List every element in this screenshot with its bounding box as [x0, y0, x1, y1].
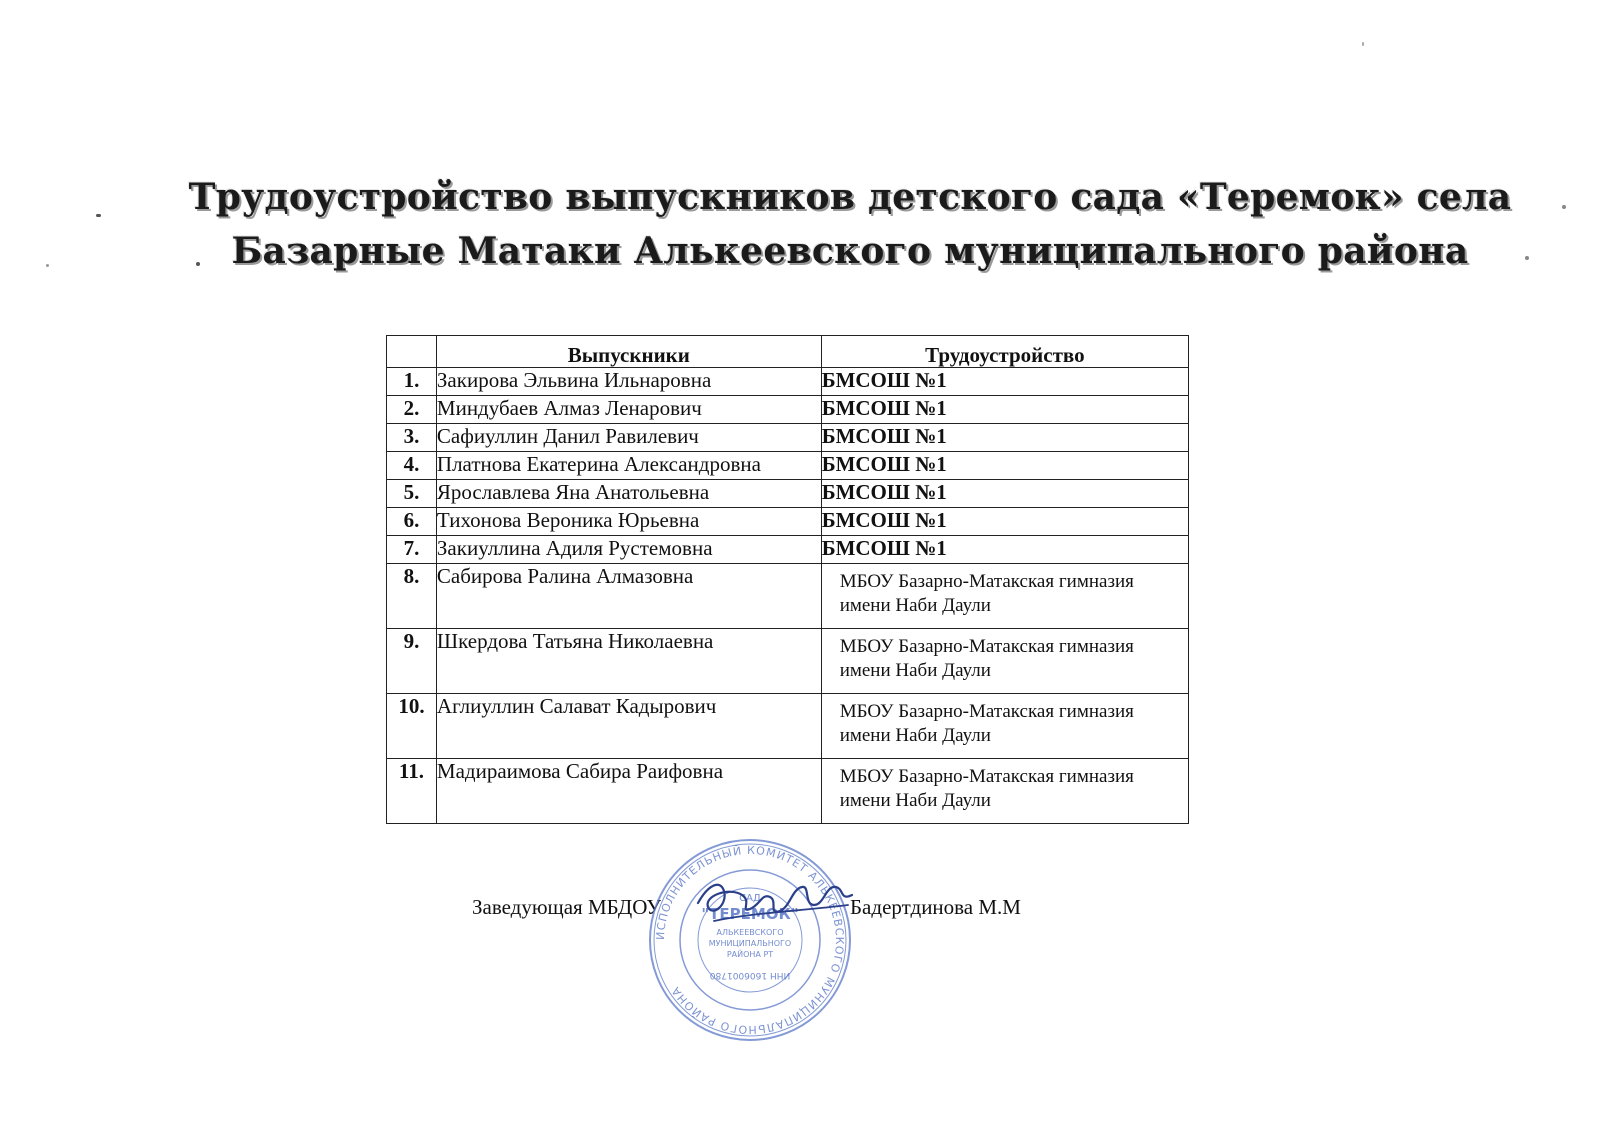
- stamp-center-line-3: АЛЬКЕЕВСКОГО: [716, 928, 784, 937]
- employment-place: БМСОШ №1: [821, 536, 1188, 564]
- graduates-table: [386, 335, 1189, 824]
- graduate-name: Тихонова Вероника Юрьевна: [436, 508, 821, 536]
- signer-position: Заведующая МБДОУ: [472, 895, 662, 919]
- scan-speck: [46, 264, 49, 267]
- graduate-name: Миндубаев Алмаз Ленарович: [436, 396, 821, 424]
- table-header-row: [387, 336, 1189, 368]
- table-row: [387, 452, 1189, 480]
- table-row: [387, 694, 1189, 759]
- header-employment: Трудоустройство: [821, 336, 1188, 368]
- stamp-outer-text-path: ИСПОЛНИТЕЛЬНЫЙ КОМИТЕТ АЛЬКЕЕВСКОГО МУНИЦИПАЛЬНОГО РАЙОНА: [653, 843, 847, 1037]
- employment-place: МБОУ Базарно-Матакская гимназия имени Наби Даули: [821, 629, 1188, 694]
- row-number: 10.: [387, 694, 437, 759]
- graduate-name: Закиуллина Адиля Рустемовна: [436, 536, 821, 564]
- document-title: [170, 170, 1530, 278]
- header-number: [387, 336, 437, 368]
- graduate-name: Сафиуллин Данил Равилевич: [436, 424, 821, 452]
- header-graduates: Выпускники: [436, 336, 821, 368]
- title-line-1: Трудоустройство выпускников детского сада «Теремок» села: [188, 176, 1512, 218]
- table-row: [387, 629, 1189, 694]
- title-line-2: Базарные Матаки Алькеевского муниципального района: [231, 230, 1469, 272]
- graduate-name: Сабирова Ралина Алмазовна: [436, 564, 821, 629]
- row-number: 8.: [387, 564, 437, 629]
- table-row: [387, 759, 1189, 824]
- employment-place: МБОУ Базарно-Матакская гимназия имени Наби Даули: [821, 694, 1188, 759]
- row-number: 3.: [387, 424, 437, 452]
- row-number: 9.: [387, 629, 437, 694]
- table-row: [387, 564, 1189, 629]
- scan-speck: [1562, 205, 1566, 209]
- row-number: 11.: [387, 759, 437, 824]
- stamp-center-line-4: МУНИЦИПАЛЬНОГО: [708, 939, 792, 948]
- employment-place: МБОУ Базарно-Матакская гимназия имени Наби Даули: [821, 759, 1188, 824]
- employment-place: БМСОШ №1: [821, 480, 1188, 508]
- employment-place: БМСОШ №1: [821, 368, 1188, 396]
- table-row: [387, 396, 1189, 424]
- row-number: 4.: [387, 452, 437, 480]
- table-row: [387, 536, 1189, 564]
- signer-name: Бадертдинова М.М: [850, 895, 1021, 919]
- row-number: 7.: [387, 536, 437, 564]
- handwritten-signature: [690, 865, 860, 935]
- graduate-name: Шкердова Татьяна Николаевна: [436, 629, 821, 694]
- row-number: 6.: [387, 508, 437, 536]
- stamp-center-line-2: "ТЕРЕМОК": [701, 905, 799, 923]
- graduate-name: Аглиуллин Салават Кадырович: [436, 694, 821, 759]
- table-row: [387, 424, 1189, 452]
- employment-place: МБОУ Базарно-Матакская гимназия имени Наби Даули: [821, 564, 1188, 629]
- table-row: [387, 368, 1189, 396]
- graduate-name: Мадираимова Сабира Раифовна: [436, 759, 821, 824]
- row-number: 1.: [387, 368, 437, 396]
- employment-place: БМСОШ №1: [821, 396, 1188, 424]
- table-row: [387, 480, 1189, 508]
- row-number: 5.: [387, 480, 437, 508]
- stamp-center-line-5: РАЙОНА РТ: [726, 950, 774, 959]
- employment-place: БМСОШ №1: [821, 424, 1188, 452]
- stamp-inn: ИНН 1606001780: [709, 970, 791, 980]
- signature-underline: [714, 905, 848, 921]
- graduate-name: Ярославлева Яна Анатольевна: [436, 480, 821, 508]
- graduate-name: Закирова Эльвина Ильнаровна: [436, 368, 821, 396]
- scan-speck: [1362, 42, 1364, 46]
- employment-place: БМСОШ №1: [821, 452, 1188, 480]
- employment-place: БМСОШ №1: [821, 508, 1188, 536]
- scan-speck: [96, 214, 101, 217]
- row-number: 2.: [387, 396, 437, 424]
- stamp-center-line-1: САД: [739, 893, 761, 904]
- graduate-name: Платнова Екатерина Александровна: [436, 452, 821, 480]
- table-row: [387, 508, 1189, 536]
